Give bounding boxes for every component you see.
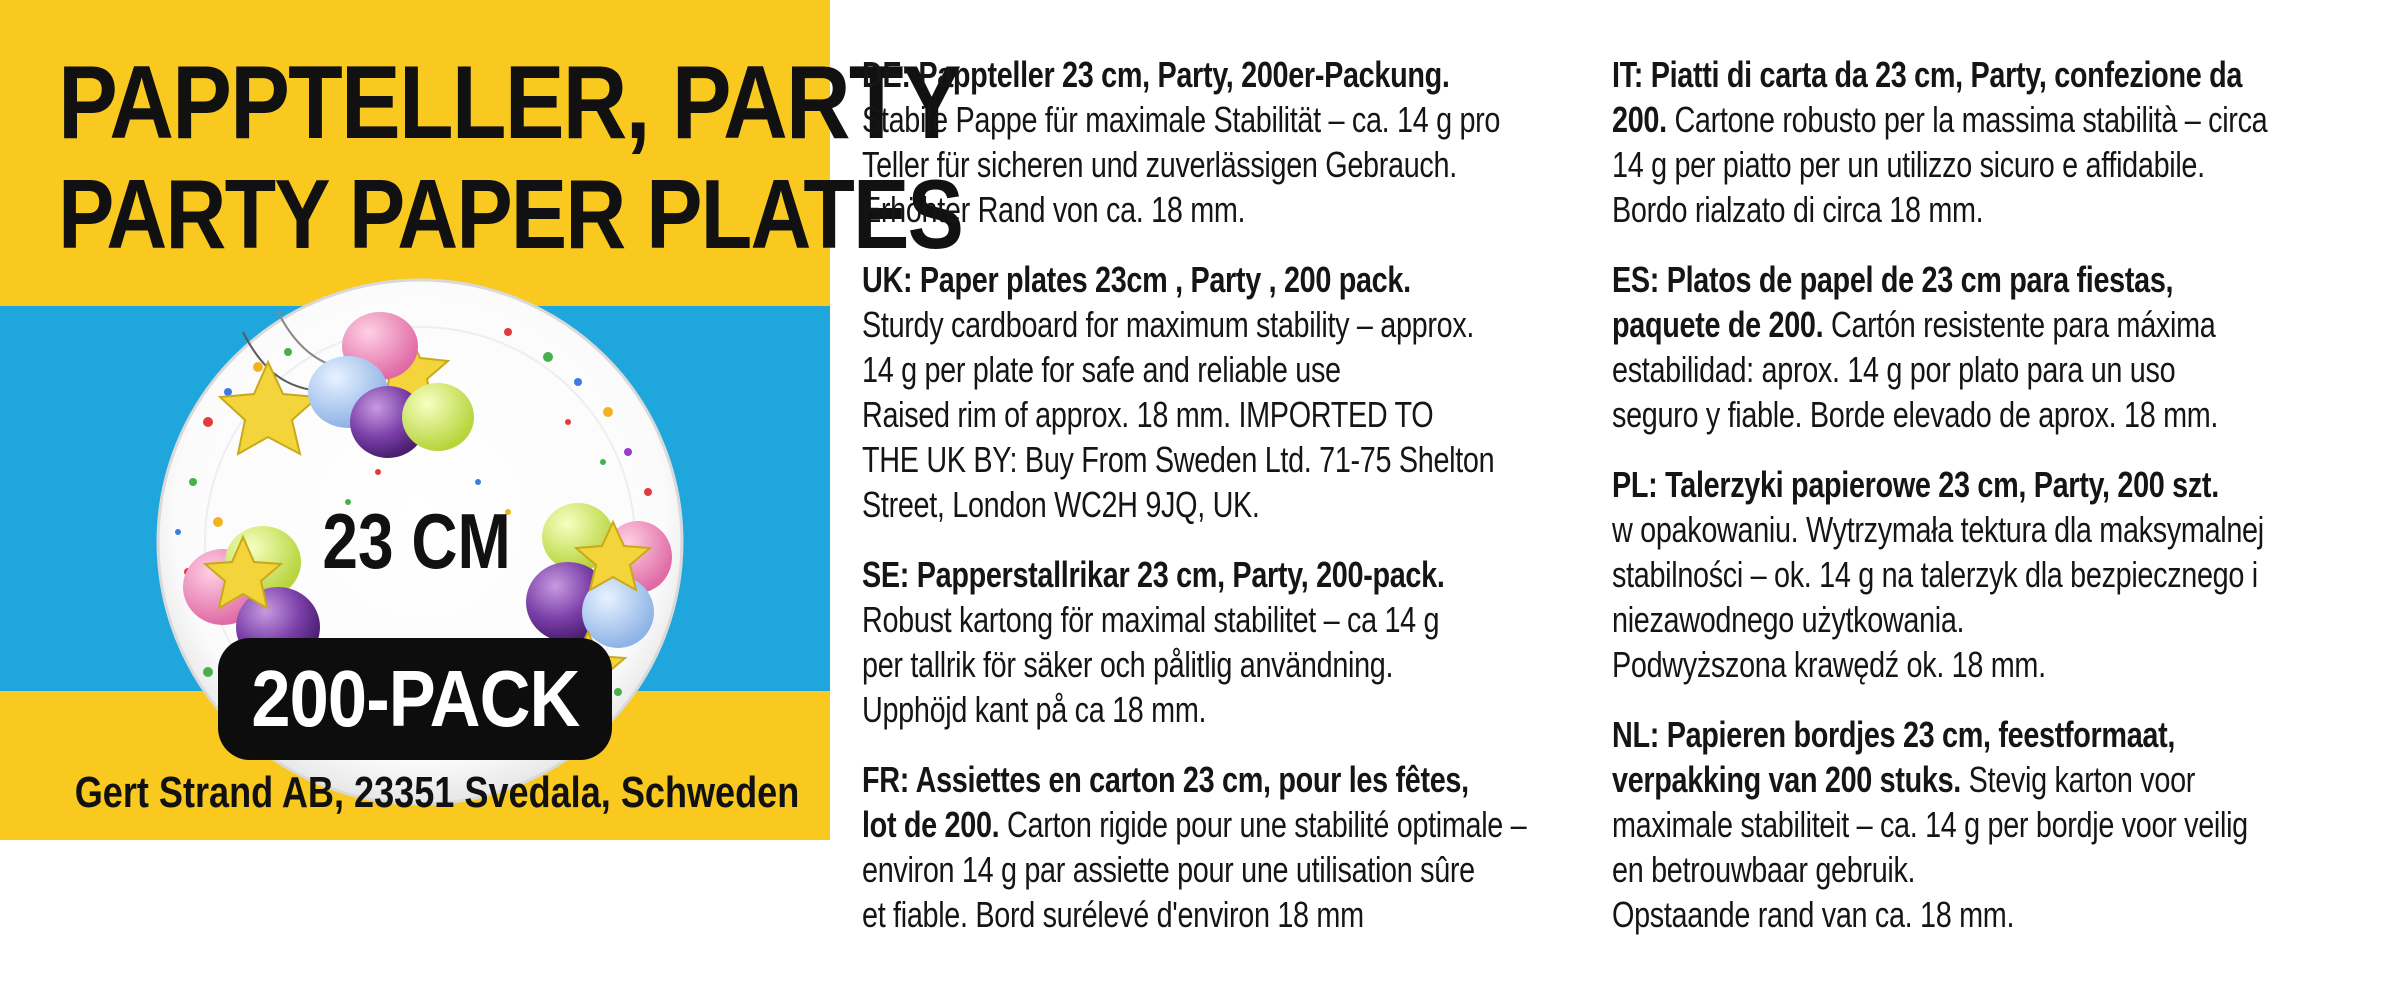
description-line: 14 g per plate for safe and reliable use [862,349,1341,390]
description-line: estabilidad: aprox. 14 g por plato para un uso [1612,349,2176,390]
description-line: Sturdy cardboard for maximum stability – approx. [862,304,1475,345]
description-line: seguro y fiable. Borde elevado de aprox. 18 mm. [1612,394,2219,435]
description-line: THE UK BY: Buy From Sweden Ltd. 71-75 Shelton [862,439,1495,480]
description-line: et fiable. Bord surélevé d'environ 18 mm [862,894,1364,935]
manufacturer-label: Gert Strand AB, 23351 Svedala, Schweden [74,768,800,817]
pack-badge-label: 200-PACK [250,654,580,743]
description-line: Street, London WC2H 9JQ, UK. [862,484,1260,525]
description-line: Erhöhter Rand von ca. 18 mm. [862,189,1246,230]
description-heading: ES: Platos de papel de 23 cm para fiestas, [1612,259,2174,300]
description-line: Robust kartong för maximal stabilitet – ca 14 g [862,599,1440,640]
description-line: per tallrik för säker och pålitlig användning. [862,644,1394,685]
description-line: stabilności – ok. 14 g na talerzyk dla bezpiecznego i [1612,554,2258,595]
description-line: en betrouwbaar gebruik. [1612,849,1916,890]
description-line: Carton rigide pour une stabilité optimale – [999,804,1527,845]
description-es [1612,257,2348,437]
description-line: niezawodnego użytkowania. [1612,599,1965,640]
description-line: Podwyższona krawędź ok. 18 mm. [1612,644,2046,685]
description-line: environ 14 g par assiette pour une utilisation sûre [862,849,1475,890]
pack-badge [218,638,612,760]
description-heading: PL: Talerzyki papierowe 23 cm, Party, 200 szt. [1612,464,2219,505]
description-line: Raised rim of approx. 18 mm. IMPORTED TO [862,394,1434,435]
description-heading: SE: Papperstallrikar 23 cm, Party, 200-pack. [862,554,1445,595]
description-line: maximale stabiliteit – ca. 14 g per bordje voor veilig [1612,804,2248,845]
description-uk [862,257,1598,527]
description-heading: DE: Pappteller 23 cm, Party, 200er-Packung. [862,54,1450,95]
description-heading: NL: Papieren bordjes 23 cm, feestformaat, [1612,714,2176,755]
product-title-de: PAPPTELLER, PARTY [58,45,960,161]
description-line: Stabile Pappe für maximale Stabilität – ca. 14 g pro [862,99,1501,140]
description-se [862,552,1598,732]
description-heading: FR: Assiettes en carton 23 cm, pour les fêtes, [862,759,1469,800]
description-fr [862,757,1598,937]
description-de [862,52,1598,232]
description-it [1612,52,2348,232]
description-heading: lot de 200. [862,804,1000,845]
description-line: Cartón resistente para máxima [1823,304,2216,345]
description-pl [1612,462,2348,687]
description-line: 14 g per piatto per un utilizzo sicuro e affidabile. [1612,144,2205,185]
description-heading: verpakking van 200 stuks. [1612,759,1961,800]
description-nl [1612,712,2348,937]
description-heading: 200. [1612,99,1667,140]
description-line: Bordo rialzato di circa 18 mm. [1612,189,1984,230]
description-line: Cartone robusto per la massima stabilità – circa [1666,99,2268,140]
description-line: w opakowaniu. Wytrzymała tektura dla maksymalnej [1612,509,2264,550]
description-line: Teller für sicheren und zuverlässigen Gebrauch. [862,144,1457,185]
product-title-en: PARTY PAPER PLATES [58,159,963,269]
description-line: Stevig karton voor [1961,759,2196,800]
plate-size-label: 23 CM [322,497,511,585]
description-heading: IT: Piatti di carta da 23 cm, Party, confezione da [1612,54,2243,95]
description-line: Opstaande rand van ca. 18 mm. [1612,894,2015,935]
description-line: Upphöjd kant på ca 18 mm. [862,689,1207,730]
description-heading: paquete de 200. [1612,304,1824,345]
description-heading: UK: Paper plates 23cm , Party , 200 pack. [862,259,1411,300]
